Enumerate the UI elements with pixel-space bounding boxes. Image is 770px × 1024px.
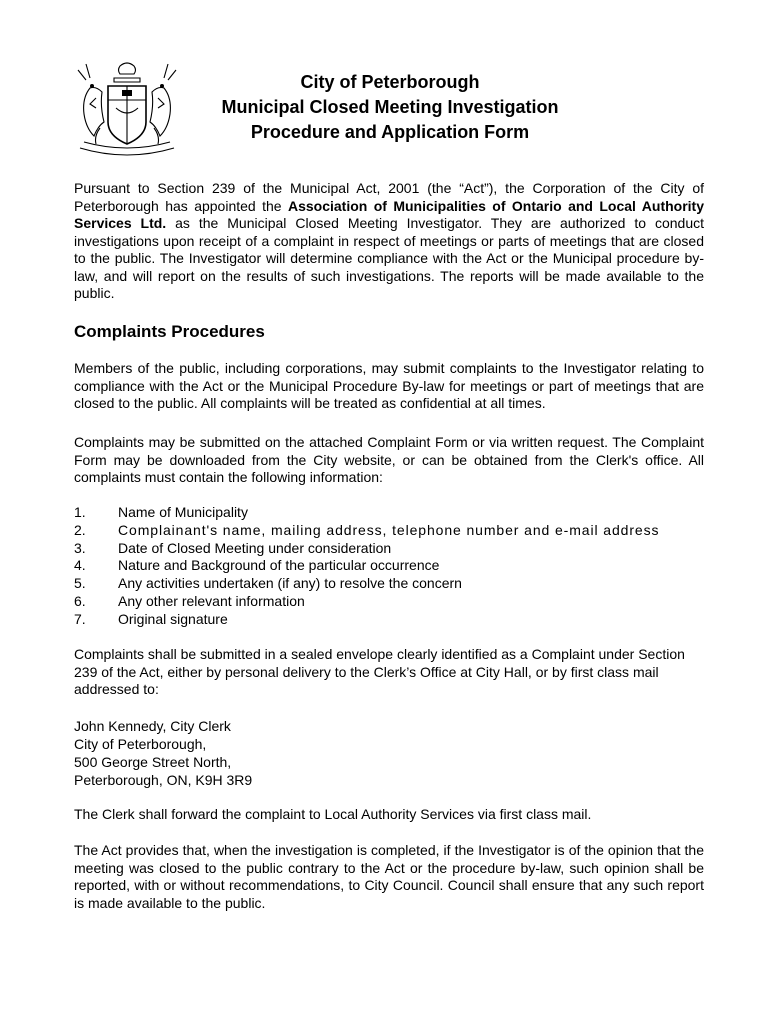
list-item: 3. Date of Closed Meeting under consideration (74, 539, 392, 556)
section-heading: Complaints Procedures (74, 322, 265, 341)
list-item: 7. Original signature (74, 610, 228, 627)
paragraph-forward: The Clerk shall forward the complaint to Local Authority Services via first class mail. (74, 806, 592, 822)
clerk-address (74, 717, 252, 789)
list-item: 5. Any activities undertaken (if any) to resolve the concern (74, 575, 462, 592)
investigator-name: Association of Municipalities of Ontario and Local Authority Services Ltd. (74, 197, 705, 231)
paragraph-sealed-envelope: Complaints shall be submitted in a sealed envelope clearly identified as a Complaint under Section 239 of the Act, either by personal delivery to the Clerk’s Office at City Hall, or by first class mail addressed to: (74, 646, 685, 697)
page-title (190, 70, 590, 145)
paragraph-act-provides: The Act provides that, when the investigation is completed, if the Investigator is of the opinion that the meeting was closed to the public contrary to the Act or the procedure by-law, such opinion shall be reported, with or without recommendations, to City Council. Council shall ensure that any such report is made available to the public. (74, 842, 704, 911)
list-item: 4. Nature and Background of the particular occurrence (74, 557, 440, 574)
address-line: John Kennedy, City Clerk (74, 718, 231, 734)
intro-text-1: Pursuant to Section 239 of the Municipal Act, 2001 (the “Act”), the Corporation of the City of Peterborough has appointed the (74, 180, 704, 214)
address-line: 500 George Street North, (74, 754, 232, 770)
list-item: 1. Name of Municipality (74, 504, 248, 520)
paragraph-members: Members of the public, including corporations, may submit complaints to the Investigator relating to compliance with the Act or the Municipal Procedure By-law for meetings or part of meetings that are closed to the public. All complaints will be treated as confidential at all times. (74, 360, 704, 411)
title-line-3: Procedure and Application Form (250, 122, 530, 142)
intro-text-2: as the Municipal Closed Meeting Investigator. They are authorized to conduct investigations upon receipt of a complaint in respect of meetings or parts of meetings that are closed to the public. The Investigator will determine compliance with the Act or the Municipal procedure by-law, and will report on the results of such investigations. The reports will be made available to the public. (74, 215, 704, 301)
list-item: 6. Any other relevant information (74, 592, 305, 609)
required-info-list (74, 504, 659, 629)
address-line: City of Peterborough, (74, 736, 207, 752)
intro-paragraph (74, 180, 704, 303)
list-item: 2. Complainant's name, mailing address, telephone number and e-mail address (74, 521, 660, 538)
title-line-1: City of Peterborough (300, 72, 480, 92)
address-line: Peterborough, ON, K9H 3R9 (74, 772, 253, 788)
paragraph-submission: Complaints may be submitted on the attached Complaint Form or via written request. The Complaint Form may be downloaded from the City website, or can be obtained from the Clerk's office. All complaints must contain the following information: (74, 434, 704, 485)
title-line-2: Municipal Closed Meeting Investigation (221, 97, 559, 117)
city-crest-logo (70, 58, 184, 158)
